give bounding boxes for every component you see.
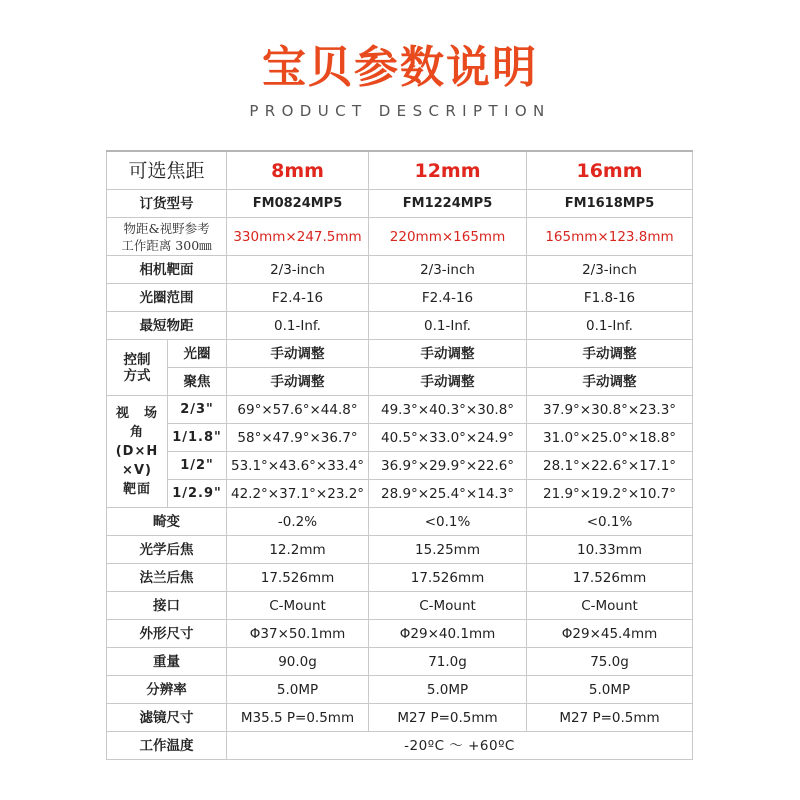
flange-label: 法兰后焦 [107, 564, 227, 592]
bfl-value: 12.2mm [227, 536, 369, 564]
resolution-value: 5.0MP [227, 676, 369, 704]
focal-16mm: 16mm [527, 151, 693, 190]
temp-value: -20ºC ～ +60ºC [227, 732, 693, 760]
filter-value: M27 P=0.5mm [369, 704, 527, 732]
fov-row [107, 480, 693, 508]
control-label-line: 方式 [123, 367, 151, 384]
bfl-value: 10.33mm [527, 536, 693, 564]
order-value: FM1618MP5 [527, 190, 693, 218]
temp-label: 工作温度 [107, 732, 227, 760]
mount-value: C-Mount [227, 592, 369, 620]
distortion-label: 畸变 [107, 508, 227, 536]
page-title: 宝贝参数说明 [262, 42, 538, 93]
fov-value: 69°×57.6°×44.8° [227, 396, 369, 424]
dimension-value: Φ29×40.1mm [369, 620, 527, 648]
mod-value: 0.1-Inf. [227, 312, 369, 340]
fov-value: 53.1°×43.6°×33.4° [227, 452, 369, 480]
mount-value: C-Mount [527, 592, 693, 620]
fov-label [107, 396, 168, 508]
weight-value: 71.0g [369, 648, 527, 676]
control-focus-row [107, 368, 693, 396]
sensor-value: 2/3-inch [227, 256, 369, 284]
filter-row [107, 704, 693, 732]
spec-table [106, 150, 693, 760]
dimension-value: Φ37×50.1mm [227, 620, 369, 648]
mod-value: 0.1-Inf. [527, 312, 693, 340]
resolution-value: 5.0MP [527, 676, 693, 704]
control-iris-value: 手动调整 [527, 340, 693, 368]
weight-label: 重量 [107, 648, 227, 676]
focal-label: 可选焦距 [107, 151, 227, 190]
fov-label-line: (D×H [115, 444, 159, 459]
temp-row [107, 732, 693, 760]
fov-size: 2/3" [168, 396, 227, 424]
sensor-value: 2/3-inch [527, 256, 693, 284]
flange-value: 17.526mm [227, 564, 369, 592]
distortion-row [107, 508, 693, 536]
mount-label: 接口 [107, 592, 227, 620]
control-focus-value: 手动调整 [527, 368, 693, 396]
flange-value: 17.526mm [369, 564, 527, 592]
fov-label-line: 靶面 [122, 482, 151, 497]
mod-row [107, 312, 693, 340]
weight-value: 90.0g [227, 648, 369, 676]
workdist-value: 330mm×247.5mm [227, 218, 369, 256]
filter-value: M35.5 P=0.5mm [227, 704, 369, 732]
fov-value: 49.3°×40.3°×30.8° [369, 396, 527, 424]
aperture-value: F2.4-16 [227, 284, 369, 312]
page-subtitle: PRODUCT DESCRIPTION [249, 102, 551, 120]
workdist-value: 220mm×165mm [369, 218, 527, 256]
flange-row [107, 564, 693, 592]
control-iris-value: 手动调整 [227, 340, 369, 368]
focal-8mm: 8mm [227, 151, 369, 190]
fov-value: 42.2°×37.1°×23.2° [227, 480, 369, 508]
aperture-label: 光圈范围 [107, 284, 227, 312]
sensor-label: 相机靶面 [107, 256, 227, 284]
bfl-label: 光学后焦 [107, 536, 227, 564]
dimension-value: Φ29×45.4mm [527, 620, 693, 648]
fov-row [107, 424, 693, 452]
order-value: FM1224MP5 [369, 190, 527, 218]
aperture-value: F2.4-16 [369, 284, 527, 312]
resolution-value: 5.0MP [369, 676, 527, 704]
fov-label-line: 角 [129, 425, 144, 440]
focal-12mm: 12mm [369, 151, 527, 190]
filter-label: 滤镜尺寸 [107, 704, 227, 732]
resolution-label: 分辨率 [107, 676, 227, 704]
mount-value: C-Mount [369, 592, 527, 620]
control-label [107, 340, 168, 396]
weight-value: 75.0g [527, 648, 693, 676]
bfl-row [107, 536, 693, 564]
focal-row [107, 151, 693, 190]
fov-value: 40.5°×33.0°×24.9° [369, 424, 527, 452]
flange-value: 17.526mm [527, 564, 693, 592]
distortion-value: -0.2% [227, 508, 369, 536]
fov-row [107, 396, 693, 424]
aperture-value: F1.8-16 [527, 284, 693, 312]
dimension-label: 外形尺寸 [107, 620, 227, 648]
mod-label: 最短物距 [107, 312, 227, 340]
workdist-row [107, 218, 693, 256]
sensor-value: 2/3-inch [369, 256, 527, 284]
control-label-line: 控制 [123, 351, 151, 368]
mount-row [107, 592, 693, 620]
sensor-row [107, 256, 693, 284]
dimension-row [107, 620, 693, 648]
workdist-label-line: 物距&视野参考 [123, 220, 210, 236]
bfl-value: 15.25mm [369, 536, 527, 564]
control-iris-value: 手动调整 [369, 340, 527, 368]
fov-value: 21.9°×19.2°×10.7° [527, 480, 693, 508]
fov-label-line: 视 场 [115, 406, 158, 421]
workdist-value: 165mm×123.8mm [527, 218, 693, 256]
weight-row [107, 648, 693, 676]
fov-value: 31.0°×25.0°×18.8° [527, 424, 693, 452]
workdist-label [107, 218, 227, 256]
fov-value: 28.9°×25.4°×14.3° [369, 480, 527, 508]
fov-value: 36.9°×29.9°×22.6° [369, 452, 527, 480]
control-focus-label: 聚焦 [168, 368, 227, 396]
fov-size: 1/2.9" [168, 480, 227, 508]
fov-row [107, 452, 693, 480]
fov-size: 1/2" [168, 452, 227, 480]
order-label: 订货型号 [107, 190, 227, 218]
control-iris-label: 光圈 [168, 340, 227, 368]
fov-label-line: ×V) [122, 463, 152, 478]
filter-value: M27 P=0.5mm [527, 704, 693, 732]
fov-value: 58°×47.9°×36.7° [227, 424, 369, 452]
mod-value: 0.1-Inf. [369, 312, 527, 340]
fov-size: 1/1.8" [168, 424, 227, 452]
distortion-value: <0.1% [369, 508, 527, 536]
control-focus-value: 手动调整 [227, 368, 369, 396]
control-iris-row [107, 340, 693, 368]
control-focus-value: 手动调整 [369, 368, 527, 396]
fov-value: 37.9°×30.8°×23.3° [527, 396, 693, 424]
aperture-row [107, 284, 693, 312]
fov-value: 28.1°×22.6°×17.1° [527, 452, 693, 480]
resolution-row [107, 676, 693, 704]
workdist-label-line: 工作距离 300㎜ [121, 237, 212, 253]
distortion-value: <0.1% [527, 508, 693, 536]
order-row [107, 190, 693, 218]
order-value: FM0824MP5 [227, 190, 369, 218]
